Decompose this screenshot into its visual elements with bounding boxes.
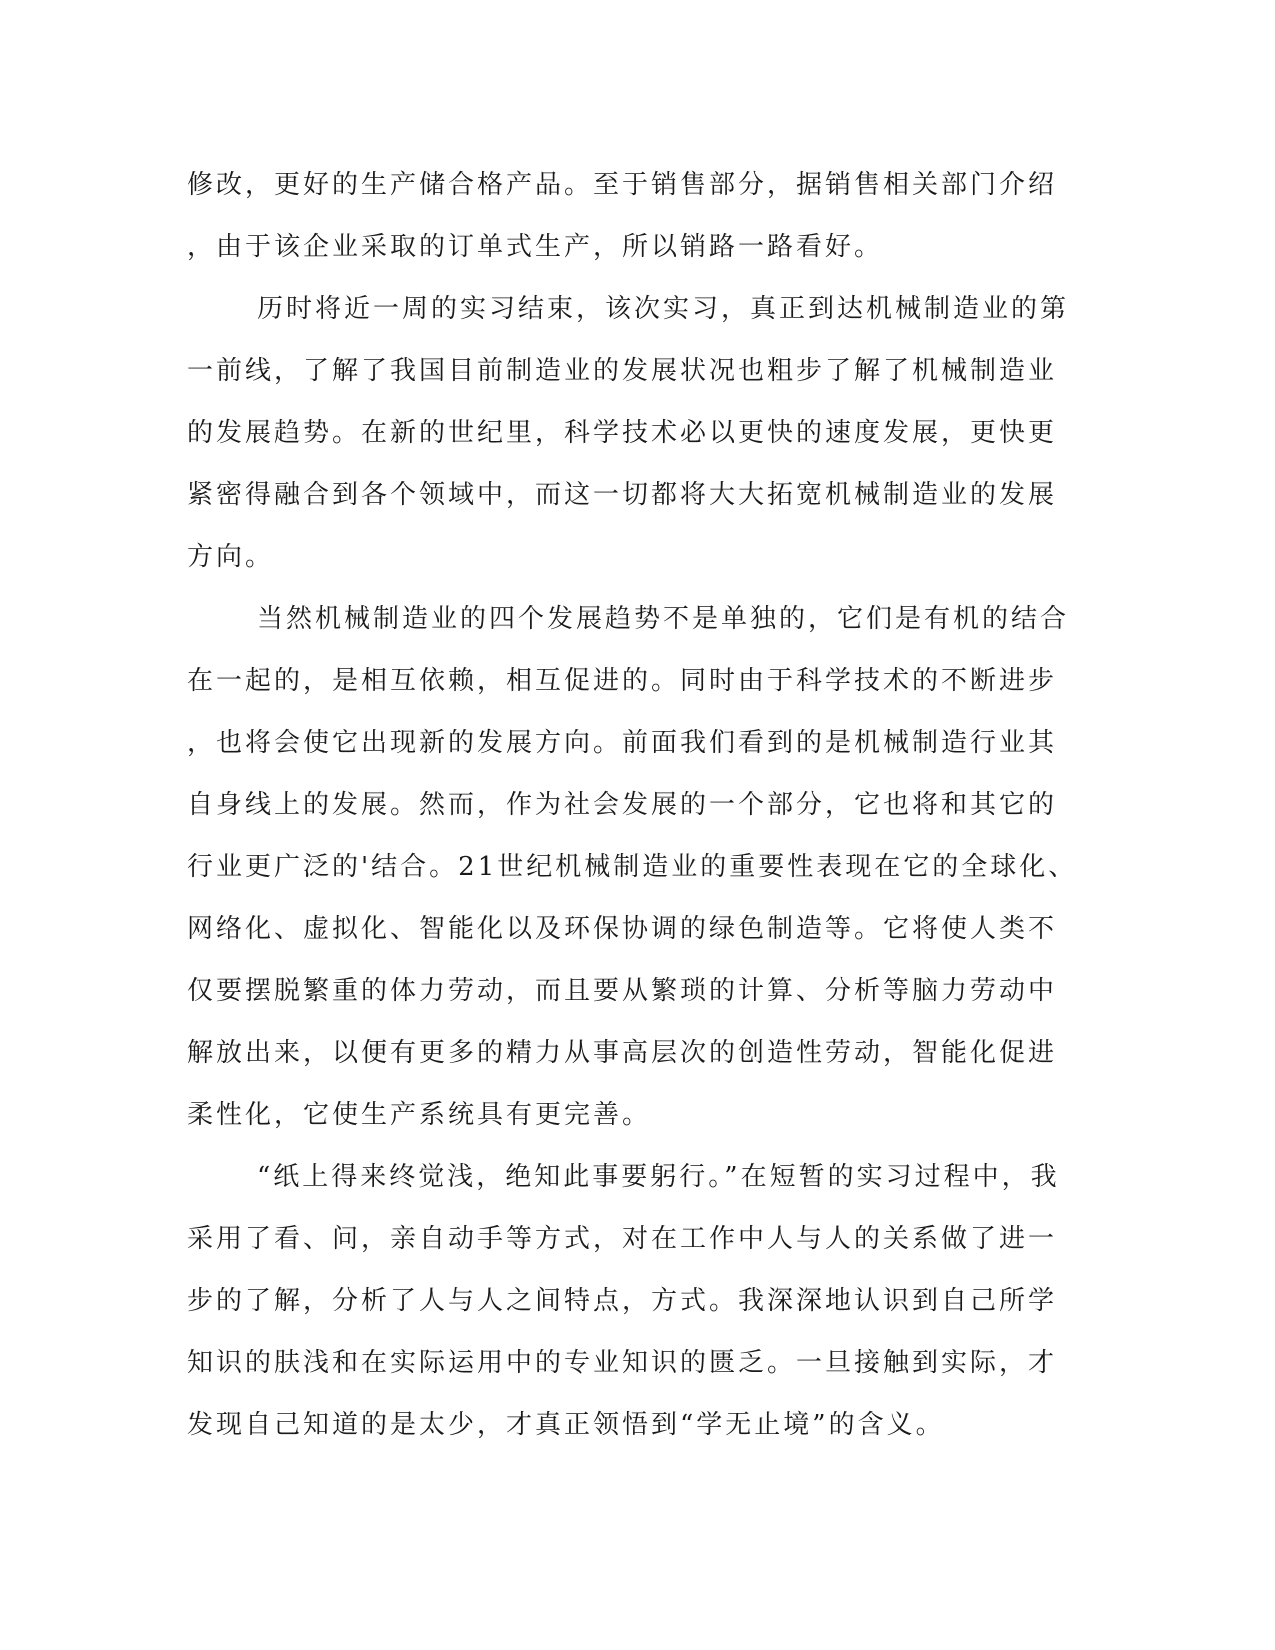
text-line: 网络化、虚拟化、智能化以及环保协调的绿色制造等。它将使人类不 bbox=[187, 914, 1058, 944]
text-line: “纸上得来终觉浅，绝知此事要躬行。”在短暂的实习过程中，我 bbox=[257, 1162, 1060, 1192]
text-line: 采用了看、问，亲自动手等方式，对在工作中人与人的关系做了进一 bbox=[187, 1224, 1058, 1254]
text-line: 的发展趋势。在新的世纪里，科学技术必以更快的速度发展，更快更 bbox=[187, 418, 1058, 448]
text-line: 步的了解，分析了人与人之间特点，方式。我深深地认识到自己所学 bbox=[187, 1286, 1058, 1316]
paragraph-1 bbox=[187, 162, 1087, 286]
text-line: 一前线，了解了我国目前制造业的发展状况也粗步了解了机械制造业 bbox=[187, 356, 1058, 386]
text-line: 行业更广泛的'结合。21世纪机械制造业的重要性表现在它的全球化、 bbox=[187, 852, 1078, 882]
paragraph-2 bbox=[187, 286, 1087, 596]
document-body bbox=[187, 162, 1087, 1464]
text-line: 修改，更好的生产储合格产品。至于销售部分，据销售相关部门介绍 bbox=[187, 170, 1058, 200]
text-line: ，也将会使它出现新的发展方向。前面我们看到的是机械制造行业其 bbox=[187, 728, 1058, 758]
text-line: 历时将近一周的实习结束，该次实习，真正到达机械制造业的第 bbox=[257, 294, 1070, 324]
text-line: 发现自己知道的是太少，才真正领悟到“学无止境”的含义。 bbox=[187, 1410, 945, 1440]
text-line: 仅要摆脱繁重的体力劳动，而且要从繁琐的计算、分析等脑力劳动中 bbox=[187, 976, 1058, 1006]
text-line: 方向。 bbox=[187, 542, 275, 572]
paragraph-3 bbox=[187, 596, 1087, 1154]
text-line: 当然机械制造业的四个发展趋势不是单独的，它们是有机的结合 bbox=[257, 604, 1070, 634]
text-line: 在一起的，是相互依赖，相互促进的。同时由于科学技术的不断进步 bbox=[187, 666, 1058, 696]
text-line: 柔性化，它使生产系统具有更完善。 bbox=[187, 1100, 652, 1130]
text-line: 紧密得融合到各个领域中，而这一切都将大大拓宽机械制造业的发展 bbox=[187, 480, 1058, 510]
text-line: 自身线上的发展。然而，作为社会发展的一个部分，它也将和其它的 bbox=[187, 790, 1058, 820]
text-line: 解放出来，以便有更多的精力从事高层次的创造性劳动，智能化促进 bbox=[187, 1038, 1058, 1068]
text-line: 知识的肤浅和在实际运用中的专业知识的匮乏。一旦接触到实际，才 bbox=[187, 1348, 1058, 1378]
paragraph-4 bbox=[187, 1154, 1087, 1464]
text-line: ，由于该企业采取的订单式生产，所以销路一路看好。 bbox=[187, 232, 884, 262]
